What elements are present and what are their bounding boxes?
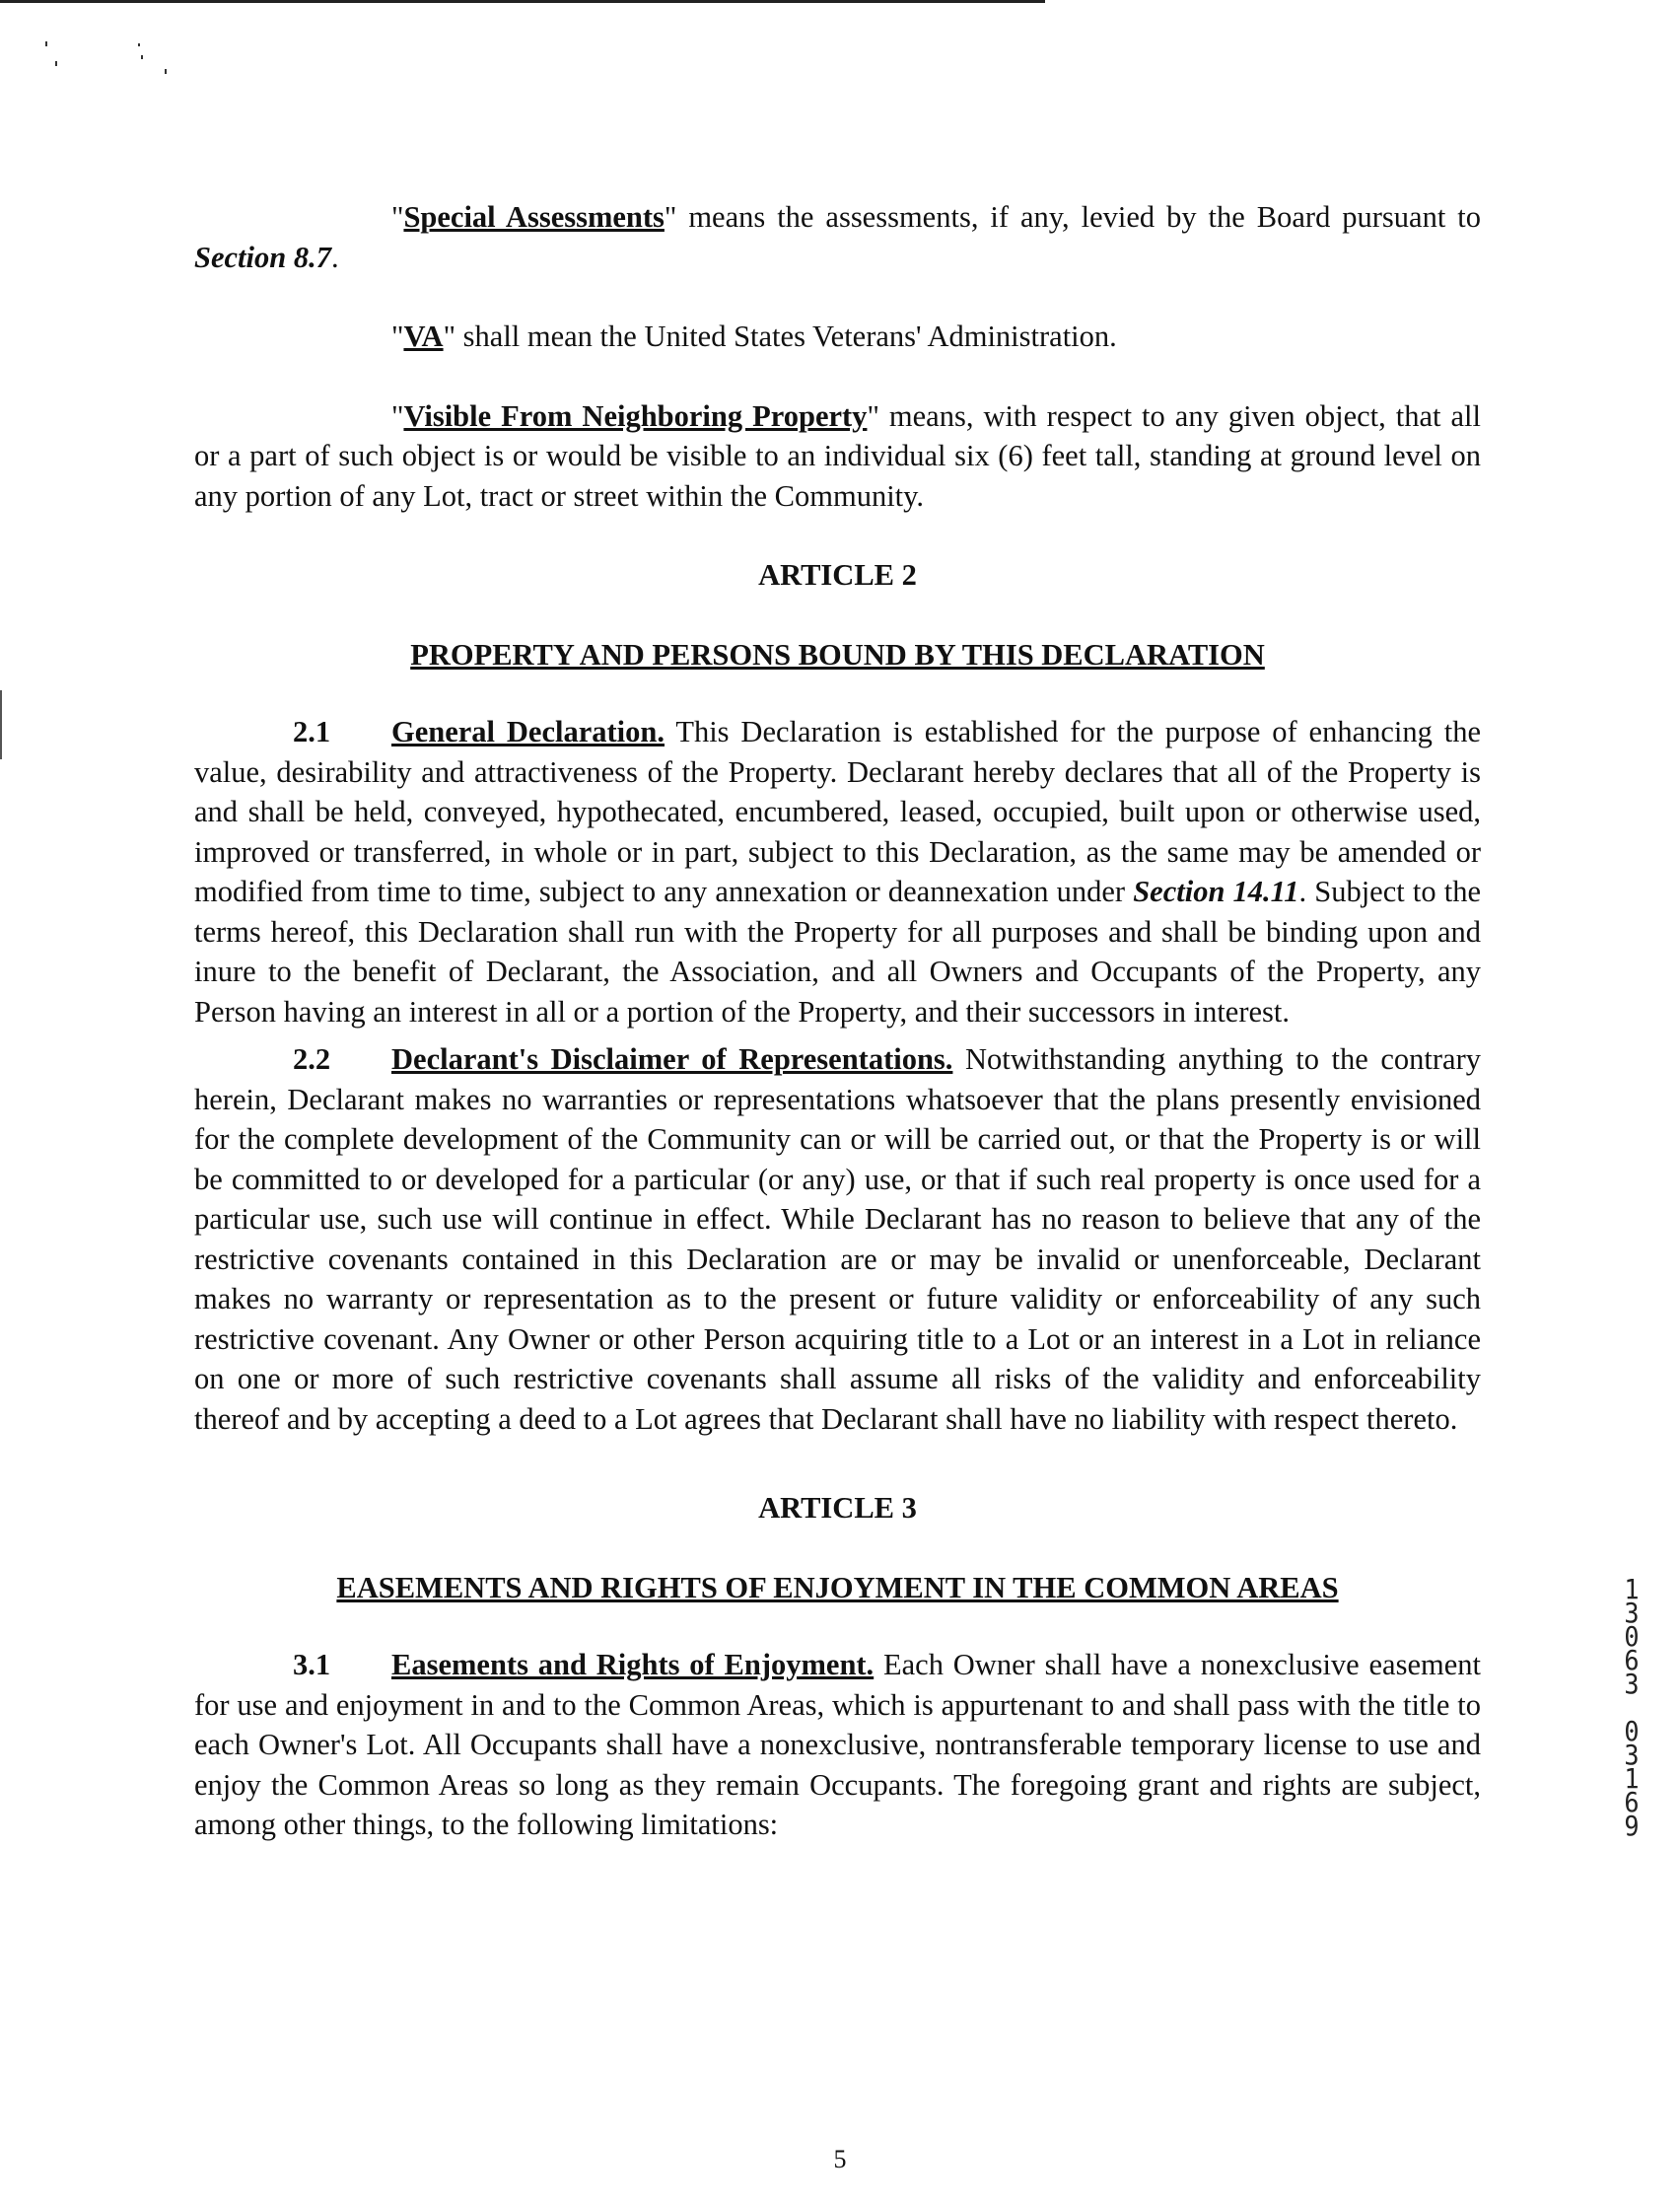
- recording-stamp: 1 3 0 6 3 0 3 1 6 9: [1624, 1573, 1640, 1842]
- scan-top-rule: [0, 0, 1045, 3]
- section-reference: Section 8.7: [194, 240, 331, 274]
- section-3-1: 3.1 Easements and Rights of Enjoyment. Each Owner shall have a nonexclusive easement for use and enjoyment in and to the Common Areas, which is appurtenant to and shall pass with the title to each Owner's Lot. All Occupants shall have a nonexclusive, nontransferable temporary license to use and enjoy the Common Areas so long as they remain Occupants. The foregoing grant and rights are subject, among other things, to the following limitations:: [194, 1645, 1481, 1845]
- term-special-assessments: Special Assessments: [403, 200, 665, 234]
- term-visible-from-neighboring-property: Visible From Neighboring Property: [403, 398, 868, 433]
- scan-specks: [39, 39, 177, 79]
- section-reference: Section 14.11: [1133, 875, 1299, 908]
- definition-visible-from-neighboring-property: "Visible From Neighboring Property" means, with respect to any given object, that all or a part of such object is or would be visible to an individual six (6) feet tall, standing at ground level on any portion of any Lot, tract or street within the Community.: [194, 398, 1481, 513]
- section-title: Declarant's Disclaimer of Representations.: [391, 1042, 953, 1076]
- article-3-label: ARTICLE 3: [758, 1491, 917, 1525]
- section-number: 2.2: [293, 1042, 331, 1076]
- section-title: Easements and Rights of Enjoyment.: [391, 1648, 875, 1681]
- section-2-1: 2.1 General Declaration. This Declaration is established for the purpose of enhancing the value, desirability and attractiveness of the Property. Declarant hereby declares that all of the Property is and shall be held, conveyed, hypothecated, encumbered, leased, occupied, built upon or otherwise used, improved or transferred, in whole or in part, subject to this Declaration, as the same may be amended or modified from time to time, subject to any annexation or deannexation under Section 14.11. Subject to the terms hereof, this Declaration shall run with the Property for all purposes and shall be binding upon and inure to the benefit of Declarant, the Association, and all Owners and Occupants of the Property, any Person having an interest in all or a portion of the Property, and their successors in interest.: [194, 712, 1481, 1031]
- definition-va: "VA" shall mean the United States Veterans' Administration.: [391, 320, 1117, 353]
- section-number: 3.1: [293, 1648, 331, 1681]
- section-2-2: 2.2 Declarant's Disclaimer of Representations. Notwithstanding anything to the contrary herein, Declarant makes no warranties or representations whatsoever that the plans presently envisioned for the complete development of the Community can or will be carried out, or that the Property is or will be committed to or developed for a particular (or any) use, or that if such real property is once used for a particular use, such use will continue in effect. While Declarant has no reason to believe that any of the restrictive covenants contained in this Declaration are or may be invalid or unenforceable, Declarant makes no warranty or representation as to the present or future validity or enforceability of any such restrictive covenant. Any Owner or other Person acquiring title to a Lot or an interest in a Lot in reliance on one or more of such restrictive covenants shall assume all risks of the validity and enforceability thereof and by accepting a deed to a Lot agrees that Declarant shall have no liability with respect thereto.: [194, 1039, 1481, 1439]
- scan-edge-mark: [0, 690, 6, 759]
- page-number: 5: [833, 2145, 847, 2173]
- definition-special-assessments: "Special Assessments" means the assessments, if any, levied by the Board pursuant to Section 8.7.: [194, 200, 1481, 274]
- term-va: VA: [403, 320, 444, 353]
- document-page: [194, 197, 1481, 1845]
- article-3-title: EASEMENTS AND RIGHTS OF ENJOYMENT IN THE COMMON AREAS: [336, 1570, 1339, 1604]
- article-2-title: PROPERTY AND PERSONS BOUND BY THIS DECLARATION: [410, 637, 1265, 672]
- section-number: 2.1: [293, 715, 331, 748]
- section-title: General Declaration.: [391, 715, 665, 748]
- article-2-label: ARTICLE 2: [758, 558, 917, 592]
